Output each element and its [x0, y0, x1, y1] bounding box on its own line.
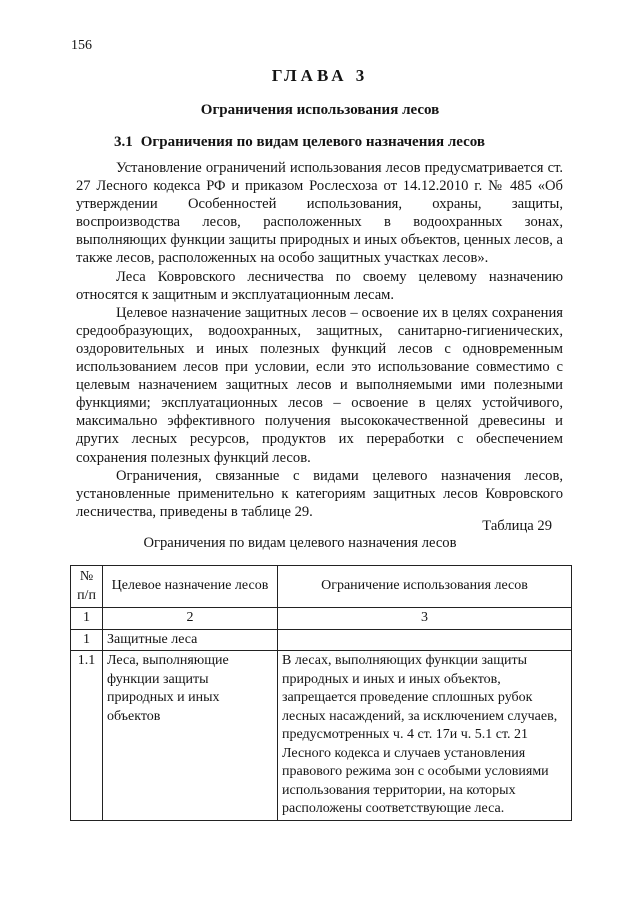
column-number: 3	[278, 608, 572, 630]
header-purpose: Целевое назначение лесов	[103, 566, 278, 608]
column-number: 1	[71, 608, 103, 630]
section-number: 3.1	[114, 134, 133, 150]
group-name: Защитные леса	[103, 629, 278, 651]
body-text	[76, 159, 563, 521]
table-header-row	[71, 566, 572, 608]
table-group-row	[71, 629, 572, 651]
chapter-subtitle: Ограничения использования лесов	[200, 102, 440, 118]
column-number: 2	[103, 608, 278, 630]
header-num: № п/п	[71, 566, 103, 608]
row-purpose: Леса, выполняющие функции защиты природных и иных объектов	[103, 651, 278, 821]
group-num: 1	[71, 629, 103, 651]
row-num: 1.1	[71, 651, 103, 821]
group-restriction	[278, 629, 572, 651]
section-title-text: Ограничения по видам целевого назначения лесов	[140, 134, 485, 150]
table-row	[71, 651, 572, 821]
header-restriction: Ограничение использования лесов	[278, 566, 572, 608]
chapter-title: ГЛАВА 3	[271, 66, 369, 85]
paragraph: Установление ограничений использования лесов предусматривается ст. 27 Лесного кодекса РФ и приказом Рослесхоза от 14.12.2010 г. № 485 «Об утверждении Особенностей использования, охраны, защиты, воспроизводства лесов, расположенных в водоохранных зонах, выполняющих функции защиты природных и иных объектов, ценных лесов, а также лесов, расположенных на особо защитных участках лесов».	[76, 160, 563, 267]
table-title: Ограничения по видам целевого назначения лесов	[143, 535, 457, 551]
row-restriction: В лесах, выполняющих функции защиты природных и иных и иных объектов, запрещается проведение сплошных рубок лесных насаждений, за исключением случаев, предусмотренных ч. 4 ст. 17и ч. 5.1 ст. 21 Лесного кодекса и случаев установления правового режима зон с особыми условиями использования территории, на которых расположены соответствующие леса.	[278, 651, 572, 821]
paragraph: Ограничения, связанные с видами целевого назначения лесов, установленные применительно к категориям защитных лесов Ковровского лесничества, приведены в таблице 29.	[76, 467, 563, 520]
paragraph: Леса Ковровского лесничества по своему целевому назначению относятся к защитным и эксплуатационным лесам.	[76, 268, 563, 303]
page-number: 156	[71, 38, 92, 53]
table-label: Таблица 29	[482, 518, 552, 534]
restrictions-table	[70, 565, 572, 821]
column-number-row	[71, 608, 572, 630]
section-title	[114, 134, 485, 151]
paragraph: Целевое назначение защитных лесов – освоение их в целях сохранения средообразующих, водоохранных, защитных, санитарно-гигиенических, оздоровительных и иных полезных функций лесов с одновременным использованием лесов при условии, если это использование совместимо с целевым назначением защитных лесов и выполняемыми ими полезными функциями; эксплуатационных лесов – освоение в целях устойчивого, максимально эффективного получения высококачественной древесины и других лесных ресурсов, продуктов их переработки с обеспечением сохранения полезных функций лесов.	[76, 304, 563, 466]
